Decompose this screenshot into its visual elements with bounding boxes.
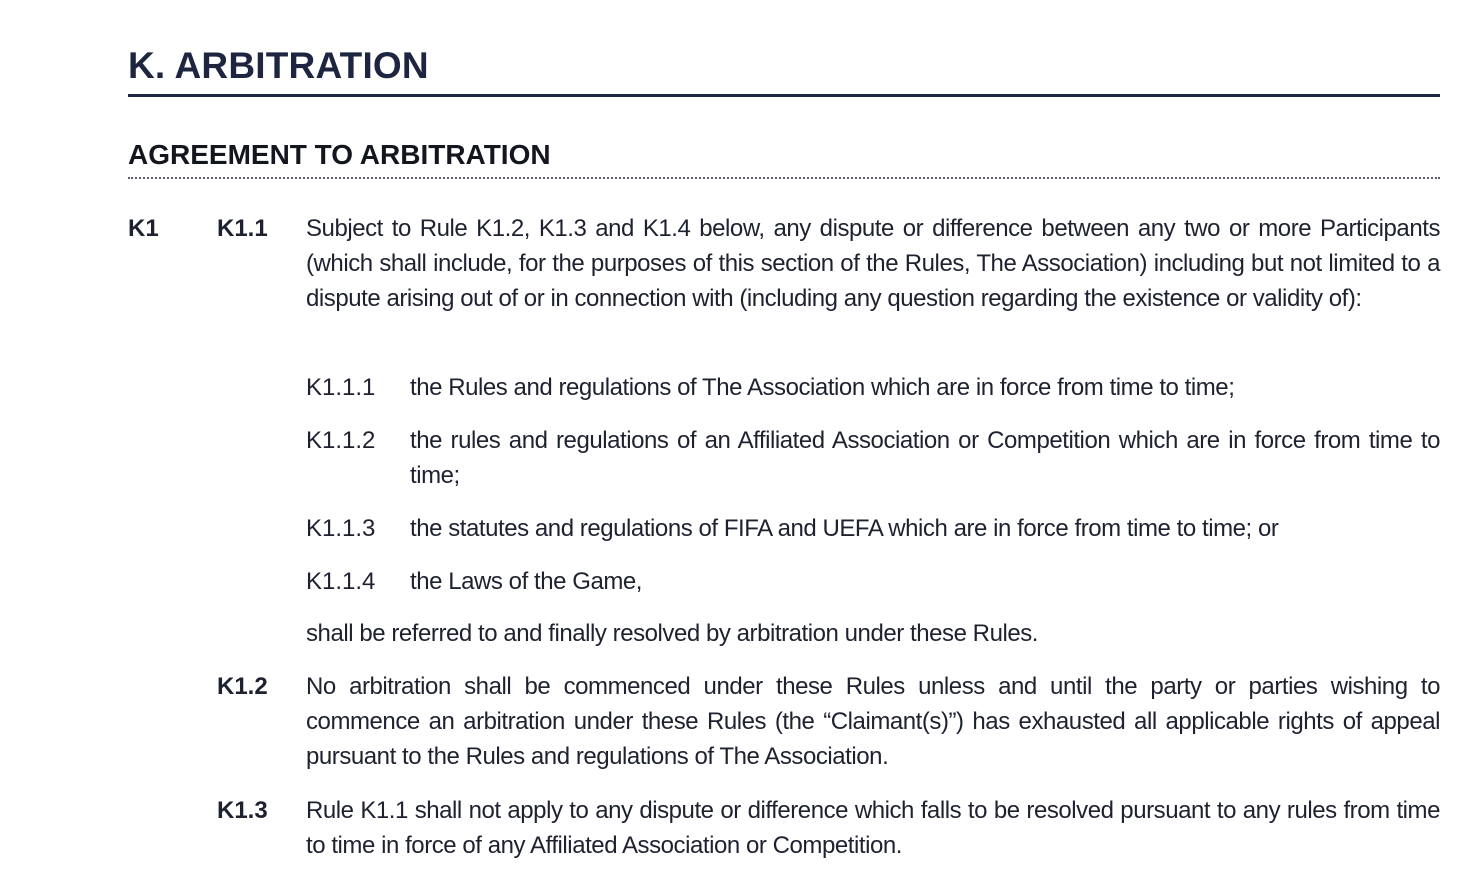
clause-label: K1.1.4 [306, 568, 376, 595]
subsection-title: AGREEMENT TO ARBITRATION [128, 139, 551, 170]
rule-k1-2-text: No arbitration shall be commenced under these Rules unless and until the party or parties wishing to commence an arbitration under these Rules (the “Claimant(s)”) has exhausted all applicable rights of appeal pursuant to the Rules and regulations of The Association. [306, 673, 1440, 770]
closing-text: shall be referred to and finally resolved by arbitration under these Rules. [306, 620, 1039, 647]
clause-label: K1.1.3 [306, 515, 376, 542]
section-title: K. ARBITRATION [128, 45, 429, 86]
rule-k1-3-text: Rule K1.1 shall not apply to any dispute or difference which falls to be resolved pursuant to any rules from time to time in force of any Affiliated Association or Competition. [306, 797, 1440, 859]
section-divider [128, 94, 1440, 97]
rule-k1-3-label: K1.3 [217, 797, 268, 824]
clause-text: the Laws of the Game, [410, 568, 643, 595]
rule-k1-1-text: Subject to Rule K1.2, K1.3 and K1.4 below, any dispute or difference between any two or more Participants (which shall include, for the purposes of this section of the Rules, The Association) including but not limited to a dispute arising out of or in connection with (including any question regarding the existence or validity of): [306, 215, 1440, 312]
clause-label: K1.1.2 [306, 427, 376, 454]
clause-label: K1.1.1 [306, 374, 376, 401]
rule-k1-2-label: K1.2 [217, 673, 268, 700]
clause-text: the Rules and regulations of The Association which are in force from time to time; [410, 374, 1235, 401]
clause-text: the statutes and regulations of FIFA and UEFA which are in force from time to time; or [410, 515, 1279, 542]
clause-text: the rules and regulations of an Affiliated Association or Competition which are in force from time to time; [410, 427, 1440, 489]
rule-k1-1-label: K1.1 [217, 215, 268, 242]
subsection-dotted-divider [128, 177, 1440, 179]
rule-k1-label: K1 [128, 215, 159, 242]
